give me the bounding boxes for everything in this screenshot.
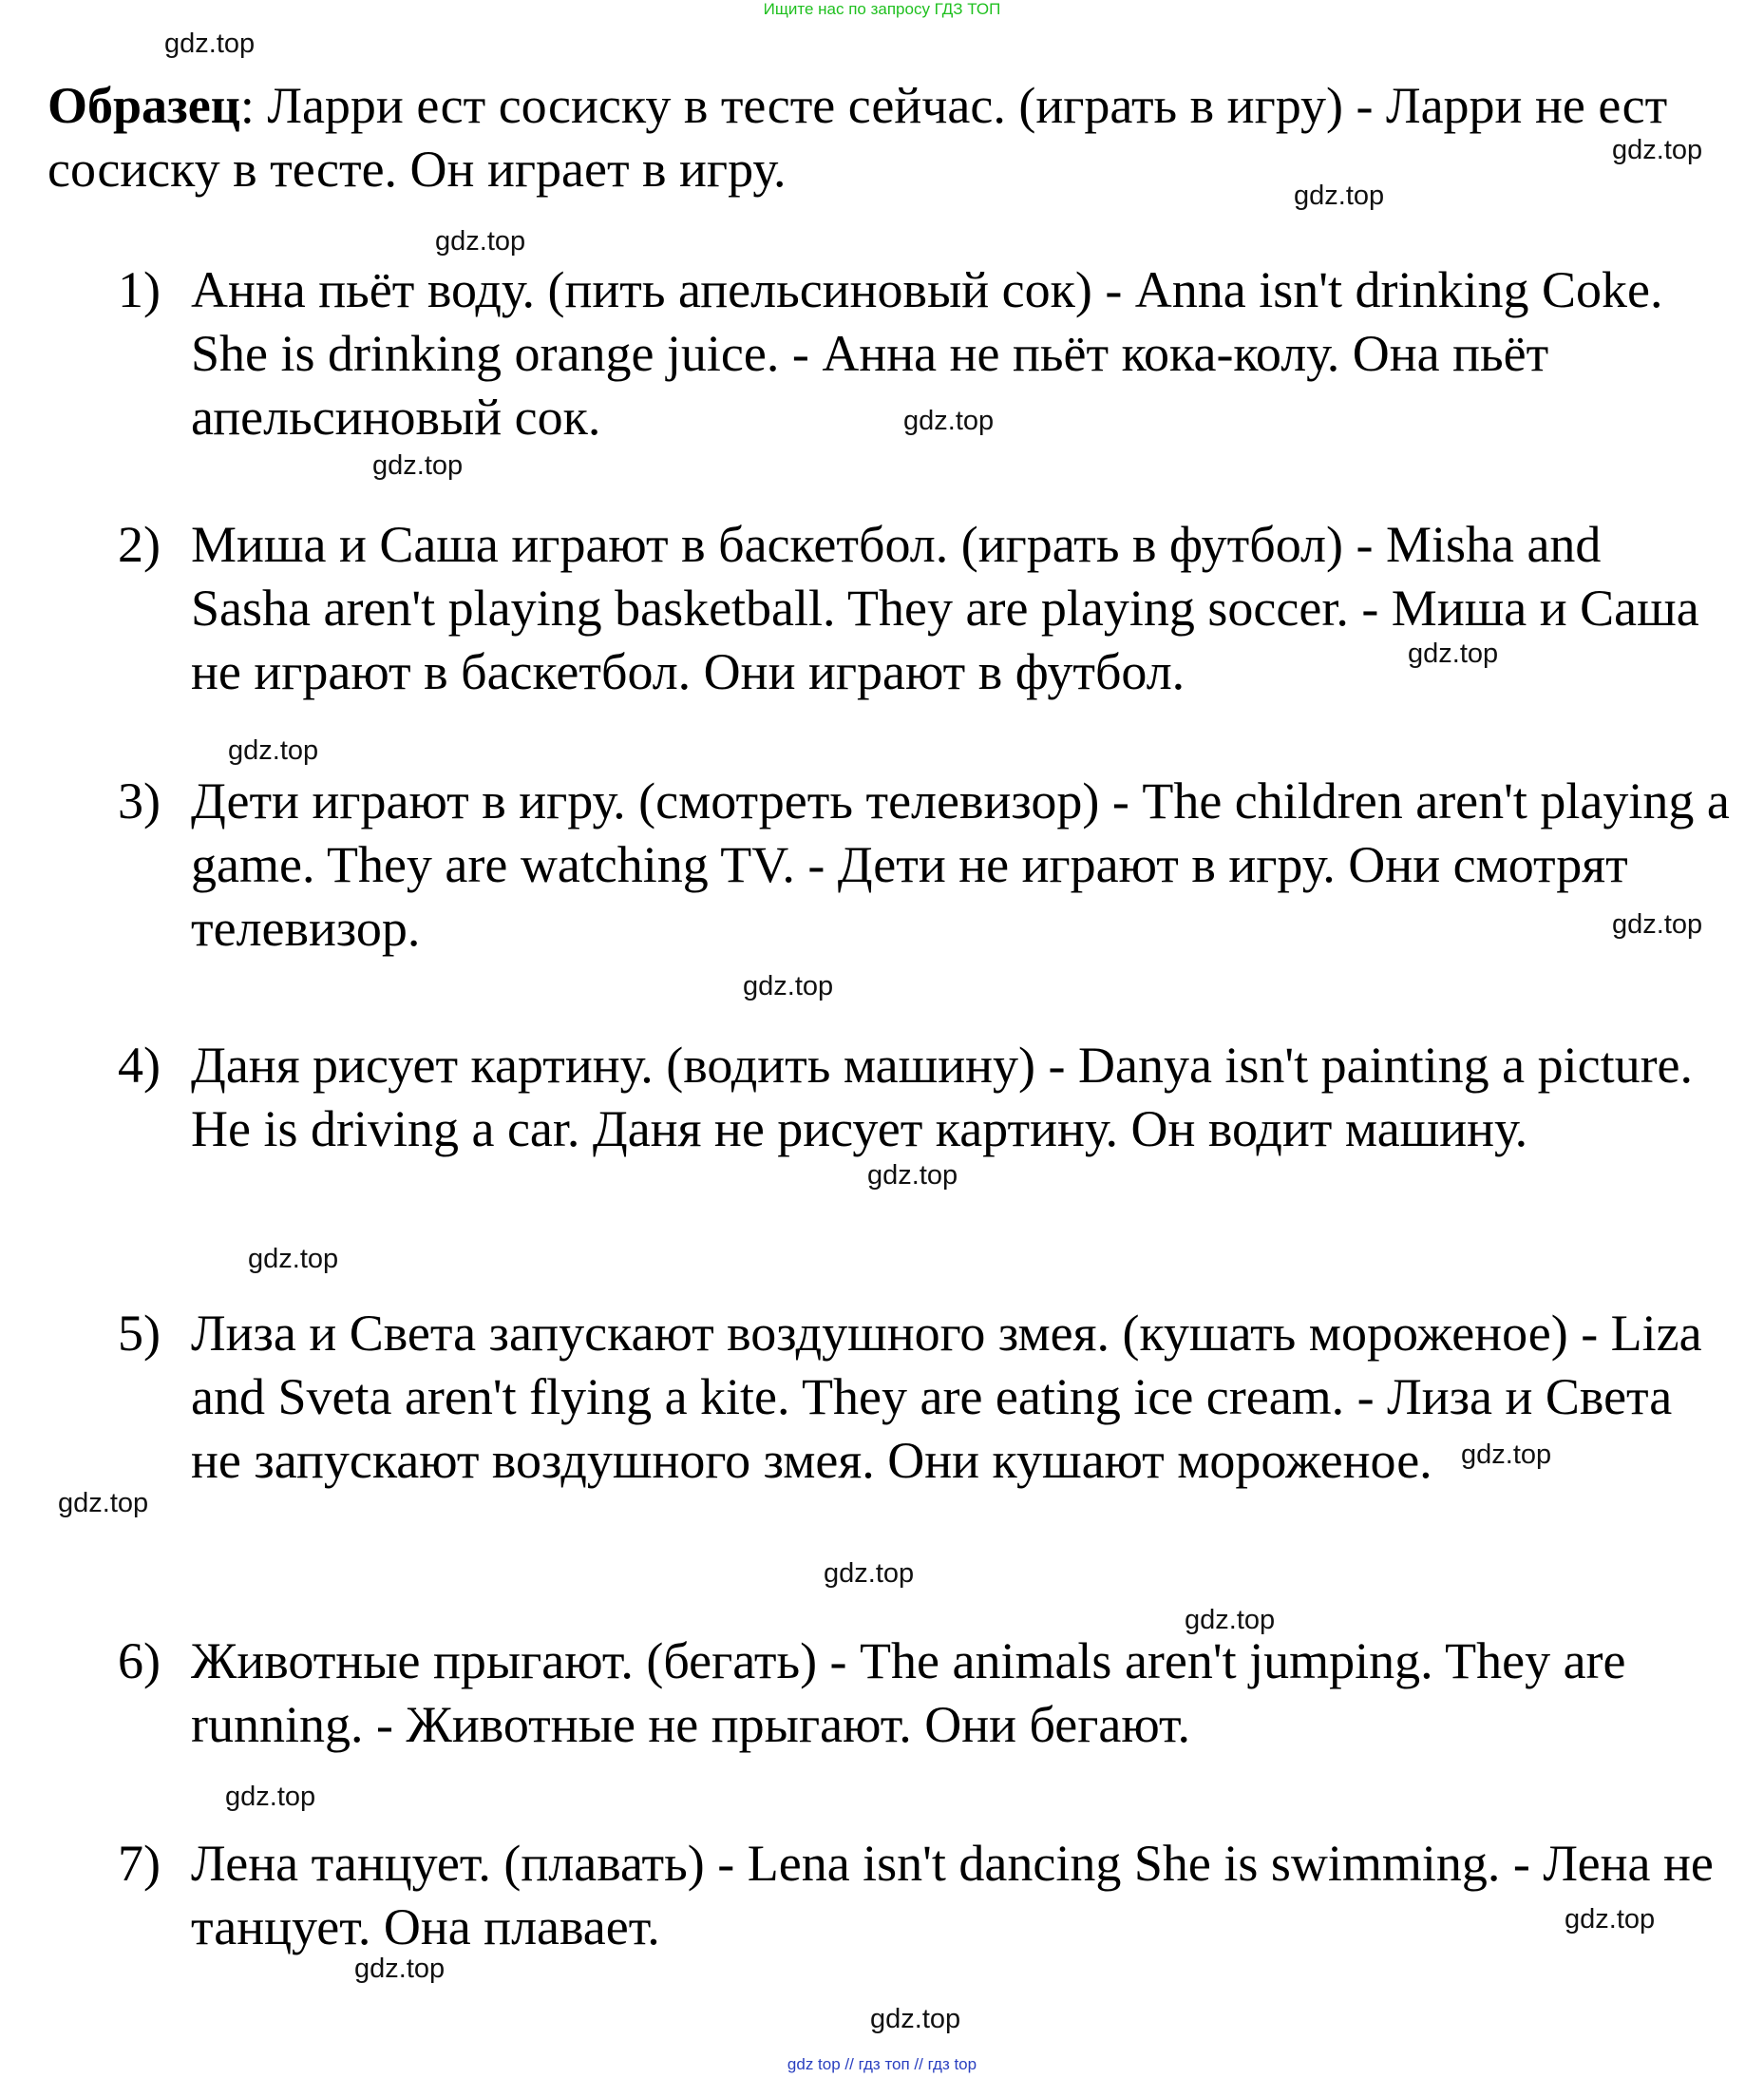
item-text: Животные прыгают. (бегать) - The animals aren't jumping. They are running. - Животные не прыгают. Они бегают. xyxy=(191,1632,1626,1753)
item-number: 6) xyxy=(118,1632,161,1689)
item-number: 3) xyxy=(118,772,161,829)
watermark: gdz.top xyxy=(1461,1439,1552,1470)
watermark: gdz.top xyxy=(1565,1904,1656,1935)
item-text: Лена танцует. (плавать) - Lena isn't dancing She is swimming. - Лена не танцует. Она плавает. xyxy=(191,1835,1714,1955)
watermark: gdz.top xyxy=(1294,181,1385,211)
watermark: gdz.top xyxy=(225,1782,316,1812)
watermark: gdz.top xyxy=(1612,909,1703,940)
watermark: gdz.top xyxy=(870,2004,961,2034)
sample-label: Образец xyxy=(47,77,240,134)
watermark: gdz.top xyxy=(743,971,834,1001)
watermark: gdz.top xyxy=(824,1558,915,1589)
list-item xyxy=(118,513,1733,704)
list-item xyxy=(118,1630,1733,1757)
watermark: gdz.top xyxy=(435,226,526,257)
watermark: gdz.top xyxy=(164,29,256,59)
watermark: gdz.top xyxy=(903,406,995,436)
watermark: gdz.top xyxy=(1185,1605,1276,1635)
item-text: Даня рисует картину. (водить машину) - Danya isn't painting a picture. He is driving a car. Даня не рисует картину. Он водит машину. xyxy=(191,1037,1694,1157)
footer-text: gdz top // гдз топ // гдз top xyxy=(787,2055,977,2073)
sample-paragraph xyxy=(47,74,1719,201)
item-number: 4) xyxy=(118,1037,161,1094)
sample-text: : Ларри ест сосиску в тесте сейчас. (играть в игру) - Ларри не ест сосиску в тесте. Он играет в игру. xyxy=(47,77,1668,198)
list-item xyxy=(118,258,1733,449)
list-item xyxy=(118,1832,1733,1959)
list-item xyxy=(118,770,1733,961)
item-number: 1) xyxy=(118,261,161,318)
watermark: gdz.top xyxy=(248,1244,339,1274)
item-text: Миша и Саша играют в баскетбол. (играть в футбол) - Misha and Sasha aren't playing basketball. They are playing soccer. - Миша и Саша не играют в баскетбол. Они играют в футбол. xyxy=(191,516,1699,700)
top-banner: Ищите нас по запросу ГДЗ ТОП xyxy=(763,0,1001,18)
watermark: gdz.top xyxy=(354,1954,446,1984)
watermark: gdz.top xyxy=(1408,639,1499,669)
item-number: 7) xyxy=(118,1835,161,1892)
watermark: gdz.top xyxy=(58,1488,149,1518)
item-number: 2) xyxy=(118,516,161,573)
list-item xyxy=(118,1034,1733,1161)
item-text: Анна пьёт воду. (пить апельсиновый сок) - Anna isn't drinking Coke. She is drinking orange juice. - Анна не пьёт кока-колу. Она пьёт апельсиновый сок. xyxy=(191,261,1663,446)
watermark: gdz.top xyxy=(1612,135,1703,165)
item-number: 5) xyxy=(118,1305,161,1362)
watermark: gdz.top xyxy=(228,735,319,766)
item-text: Дети играют в игру. (смотреть телевизор) - The children aren't playing a game. They are watching TV. - Дети не играют в игру. Они смотрят телевизор. xyxy=(191,772,1730,957)
watermark: gdz.top xyxy=(372,450,464,481)
watermark: gdz.top xyxy=(867,1160,958,1191)
item-text: Лиза и Света запускают воздушного змея. (кушать мороженое) - Liza and Sveta aren't flying a kite. They are eating ice cream. - Лиза и Света не запускают воздушного змея. Они кушают мороженое. xyxy=(191,1305,1702,1489)
list-item xyxy=(118,1302,1733,1493)
